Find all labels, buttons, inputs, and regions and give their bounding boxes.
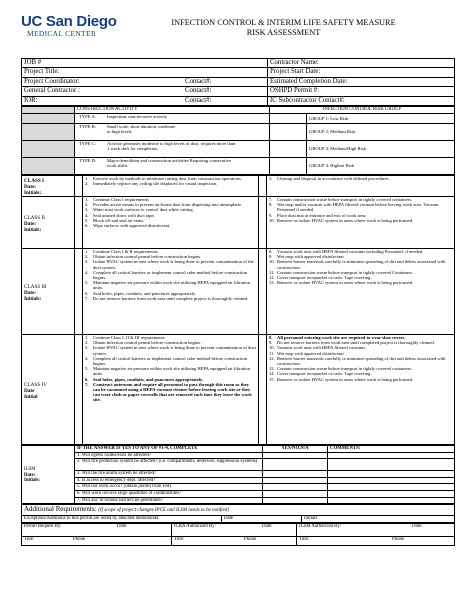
estimated-completion-field[interactable] <box>268 77 455 86</box>
form-title <box>113 18 454 38</box>
project-title-field[interactable] <box>22 68 268 77</box>
class-3-name: CLASS III <box>24 283 47 290</box>
class-2-date[interactable]: Date: <box>24 220 37 227</box>
type-row-blank <box>22 158 75 175</box>
requirement-text: Vacuum work area with HEPA filtered vacuums including Personnel, if needed. <box>277 249 424 255</box>
ilsm-auth-date: Date: <box>412 524 423 530</box>
ilsm-comment-7[interactable] <box>328 497 455 504</box>
requirement-item <box>85 345 256 355</box>
requirement-number: 4. <box>85 269 89 275</box>
requirement-text: Remove barrier materials carefully to minimize spreading of dirt and debris associated with construction. <box>277 259 446 270</box>
ilsm-answer-4[interactable] <box>263 477 328 484</box>
requirement-number: 10. <box>269 345 275 351</box>
class-2-name: CLASS II <box>24 214 45 221</box>
ilsm-question-header: IF THE ANSWER IS YES TO ANY OF #1-4, COMPLETE <box>75 446 263 453</box>
group-2-cell: GROUP 2: Medium Risk <box>307 124 455 141</box>
icra-title-cell[interactable] <box>172 537 297 546</box>
icra-phone: Phone <box>244 537 256 543</box>
requirement-text: Cover transport receptacles or carts. Tape covering. <box>277 275 372 281</box>
type-c-cell <box>75 141 270 158</box>
requirement-number: 1. <box>85 335 89 341</box>
ilsm-answer-2[interactable] <box>263 459 328 471</box>
ilsm-auth-label: ILSM Authorized By: <box>299 524 342 530</box>
type-row-blank <box>22 141 75 158</box>
ilsm-row-6 <box>22 491 455 498</box>
class-4-name: CLASS IV <box>24 381 47 388</box>
title-line-1: INFECTION CONTROL & INTERIM LIFE SAFETY MEASURE <box>171 18 396 27</box>
ilsm-row-7 <box>22 497 455 504</box>
type-a-desc: Inspection, non-invasive activity <box>107 114 168 120</box>
requirement-number: 7. <box>85 295 89 301</box>
class-4-right-items <box>267 335 455 445</box>
requirement-text: Continue Class I requirements <box>93 197 149 203</box>
contractor-contact-label: Contact#: <box>185 87 212 95</box>
class-2-label-cell <box>22 197 75 249</box>
requirement-number: 9. <box>269 340 273 346</box>
requirement-text: All personnel entering work site are required to wear shoe covers <box>277 335 405 341</box>
icra-title: Title: <box>174 537 185 543</box>
group-3-cell: GROUP 3: Medium/High Risk <box>307 141 455 158</box>
requirement-text: Remove or isolate HVAC system in areas where work is being performed. <box>277 376 414 382</box>
requirement-text: Obtain infection control permit before construction begins. <box>93 340 202 346</box>
requirement-text: Cleanup and disposal in accordance with defined procedures. <box>277 176 390 182</box>
requirement-text: Contain construction waste before transport in tightly covered Containers. <box>277 269 414 275</box>
ilsm-question-4: 4. Is access to emergency dept. affected? <box>75 477 263 484</box>
ilsm-comment-1[interactable] <box>328 452 455 459</box>
requirement-item <box>85 366 256 376</box>
requirement-number: 11. <box>269 269 275 275</box>
requirement-number: 3. <box>269 176 273 182</box>
class-3-row <box>22 249 455 335</box>
permit-request-title-cell[interactable] <box>22 537 172 546</box>
class-2-right-items <box>267 197 455 249</box>
requirement-text: Construct anteroom and require all personnel to pass through this room so they can be vacuumed using a HEPA vacuum cleaner before leaving work site or they can wear cloth or paper coveralls that are removed each time they leave the work site. <box>93 381 252 403</box>
class-2-right-check[interactable] <box>259 197 267 249</box>
ilsm-answer-6[interactable] <box>263 491 328 498</box>
class-4-label-cell <box>22 335 75 445</box>
construction-activity-header: CONSTRUCTION ACTIVITY <box>75 107 270 114</box>
exceptions-initials[interactable]: Initials <box>302 516 455 523</box>
type-b-desc: Small scale, short duration, moderate to high levels <box>107 124 176 135</box>
class-1-name: CLASS I <box>24 178 45 185</box>
requirement-number: 2. <box>85 181 89 187</box>
type-row-blank <box>22 114 75 124</box>
requirement-number: 3. <box>85 259 89 265</box>
form-header <box>21 12 454 58</box>
requirement-item <box>269 202 452 212</box>
requirement-number: 2. <box>85 340 89 346</box>
requirement-number: 6. <box>85 376 89 382</box>
requirement-text: Seal holes, pipes, conduits, and punctures appropriately. <box>93 376 204 382</box>
requirement-number: 8. <box>269 202 273 208</box>
requirement-item <box>269 259 452 269</box>
requirement-number: 7. <box>269 197 273 203</box>
class-4-right-check[interactable] <box>259 335 267 445</box>
requirement-item <box>85 223 256 228</box>
requirement-item <box>269 280 452 285</box>
requirement-number: 2. <box>85 254 89 260</box>
ior-contact-label: Contact#: <box>185 96 212 104</box>
additional-requirements-cell[interactable] <box>22 505 455 516</box>
type-row-blank <box>22 124 75 141</box>
requirement-text: Continue Class I, II & III requirements <box>93 335 165 341</box>
class-1-date[interactable]: Date: <box>24 184 37 191</box>
ilsm-row-1 <box>22 452 455 459</box>
requirement-number: 9. <box>269 212 273 218</box>
requirement-text: Remove or isolate HVAC system in areas where work is being performed. <box>277 217 414 223</box>
group-2-check[interactable] <box>270 124 307 141</box>
requirement-text: Contain construction waste before transport in tightly covered containers. <box>277 366 413 372</box>
class-1-initials[interactable]: Initials: <box>24 190 42 197</box>
ilsm-auth-cell[interactable] <box>297 524 455 537</box>
requirement-number: 4. <box>85 212 89 218</box>
ic-subcontractor-label: IC Subcontractor Contact#: <box>270 96 345 104</box>
ilsm-date[interactable]: Date: <box>24 472 36 478</box>
type-b-code: TYPE B: <box>79 124 96 130</box>
job-label: JOB # <box>24 59 42 66</box>
permit-request-title: Title: <box>24 537 35 543</box>
ilsm-row-2 <box>22 459 455 471</box>
requirement-number: 10. <box>269 259 275 265</box>
type-d-cell <box>75 158 270 175</box>
class-1-left-check[interactable] <box>75 176 83 197</box>
requirement-text: Isolate HVAC system in area where work is being done to prevent contamination of the duct system. <box>93 259 254 270</box>
project-coordinator-field[interactable] <box>22 77 268 86</box>
additional-requirements-label: Additional Requirements: <box>24 505 97 514</box>
class-2-initials[interactable]: Initials: <box>24 226 42 233</box>
class-3-left-items <box>83 249 259 335</box>
ilsm-answer-1[interactable] <box>263 452 328 459</box>
icra-auth-cell[interactable] <box>172 524 297 537</box>
requirement-number: 4. <box>85 355 89 361</box>
ilsm-question-7: 7. Will any fir/smoke barriers be penetrated? <box>75 497 263 504</box>
project-info-table <box>21 58 455 106</box>
requirement-number: 5. <box>85 217 89 223</box>
class-requirements-table <box>21 175 455 445</box>
requirement-number: 9. <box>269 254 273 260</box>
general-contractor-label: General Contractor : <box>24 87 80 95</box>
class-4-row <box>22 335 455 445</box>
class-1-right-items <box>267 176 455 197</box>
class-4-left-items <box>83 335 259 445</box>
requirement-number: 5. <box>85 366 89 372</box>
project-start-label: Project Start Date: <box>270 68 321 76</box>
logo-sub-text: MEDICAL CENTER <box>27 29 97 38</box>
ucsd-logo <box>21 14 121 38</box>
project-title-label: Project Title: <box>24 68 60 76</box>
group-1-cell: GROUP 1: Low Risk <box>307 114 455 124</box>
project-coordinator-label: Project Coordinator: <box>24 77 80 85</box>
requirement-number: 3. <box>85 345 89 351</box>
ilsm-answer-7[interactable] <box>263 497 328 504</box>
class-2-left-items <box>83 197 259 249</box>
ilsm-row-3 <box>22 471 455 478</box>
requirement-text: Complete all critical barriers or implement control cube method before construction begins. <box>93 355 248 367</box>
ilsm-comment-2[interactable] <box>328 459 455 471</box>
requirement-text: Cover transport receptacles or carts. Tape covering. <box>277 371 372 377</box>
class-2-left-check[interactable] <box>75 197 83 249</box>
requirement-item <box>85 181 256 186</box>
requirement-number: 10. <box>269 217 275 223</box>
class-4-date[interactable]: Date <box>24 387 35 394</box>
requirement-text: Do not remove barriers from work area until complete project is thoroughly cleaned. <box>93 295 249 301</box>
requirement-item <box>269 377 452 382</box>
project-start-field[interactable] <box>268 68 455 77</box>
requirement-number: 1. <box>85 249 89 255</box>
requirement-number: 8. <box>269 249 273 255</box>
contractor-name-field[interactable] <box>268 59 455 68</box>
requirement-number: 6. <box>85 290 89 296</box>
requirement-text: Remove or isolate HVAC system in areas where work is being performed. <box>277 280 414 286</box>
exceptions-date[interactable]: Date <box>222 516 302 523</box>
ilsm-phone: Phone <box>392 537 404 543</box>
ilsm-label: ILSM <box>24 467 36 473</box>
signature-table <box>21 523 455 546</box>
requirement-number: 6. <box>85 223 89 229</box>
requirement-number: 11. <box>269 350 275 356</box>
contractor-name-label: Contractor Name: <box>270 59 319 66</box>
ilsm-title: Title: <box>299 537 310 543</box>
requirement-text: Continue Class I & II requirements <box>93 249 158 255</box>
additional-requirements-note: (If scope of project changes IPCE and ILSM needs to be notified) <box>98 508 230 514</box>
requirement-text: Wet mop with approved disinfectant <box>277 254 344 260</box>
ic-subcontractor-field[interactable] <box>268 96 455 105</box>
ilsm-yes-no-header: YES/NO,N/A <box>263 446 328 453</box>
requirement-text: Water mist work surfaces to control dust while cutting. <box>93 207 194 213</box>
ilsm-answer-3[interactable] <box>263 471 328 478</box>
permit-request-cell[interactable] <box>22 524 172 537</box>
logo-main-text: UC San Diego <box>21 13 117 30</box>
group-3-check[interactable] <box>270 141 307 158</box>
requirement-number: 12. <box>269 275 275 281</box>
requirement-text: Contain construction waste before transport in tightly covered containers. <box>277 197 413 203</box>
class-1-label-cell <box>22 176 75 197</box>
class-2-row <box>22 197 455 249</box>
requirement-number: 1. <box>85 176 89 182</box>
requirement-item <box>85 356 256 366</box>
ilsm-row-5 <box>22 484 455 491</box>
ilsm-comment-3[interactable] <box>328 471 455 478</box>
ilsm-comment-6[interactable] <box>328 491 455 498</box>
ilsm-header-row <box>22 446 455 453</box>
ilsm-question-3: 3. Will the fire alarm system be affected? <box>75 471 263 478</box>
class-1-left-items <box>83 176 259 197</box>
requirement-text: Block off and seal air vents. <box>93 217 145 223</box>
ilsm-question-6: 6. Will work involve large quantities of combustibles? <box>75 491 263 498</box>
requirement-text: Wipe surfaces with approved disinfectant. <box>93 223 171 229</box>
requirement-item <box>85 259 256 269</box>
permit-request-date: Date: <box>117 524 128 530</box>
requirement-text: Wet mop and/or vacuum with HEPA filtered vacuum before leaving work area. Vacuum Personnel if needed. <box>277 202 439 213</box>
type-a-code: TYPE A: <box>79 114 96 120</box>
requirement-item <box>269 218 452 223</box>
group-1-check[interactable] <box>270 114 307 124</box>
class-3-left-check[interactable] <box>75 249 83 335</box>
estimated-completion-label: Estimated Completion Date: <box>270 77 348 85</box>
requirement-item <box>85 280 256 290</box>
requirement-item <box>269 176 452 181</box>
requirement-text: Provides active means to prevent air-borne dust from dispersing into atmosphere <box>93 202 242 208</box>
requirement-number: 13. <box>269 280 275 286</box>
requirement-item <box>85 382 256 403</box>
requirement-text: Execute work by methods to minimize raising dust from construction operations. <box>93 176 242 182</box>
exceptions-cell: Exceptions/Additions to this permit are noted by attached memoranda: <box>22 516 222 523</box>
ior-label: IOR: <box>24 96 38 104</box>
class-3-date[interactable]: Date: <box>24 289 37 296</box>
requirement-text: Complete all critical barriers or implement control cube method before construction begins. <box>93 269 248 281</box>
requirement-number: 5. <box>85 280 89 286</box>
group-4-cell: GROUP 4: Highest Risk <box>307 158 455 175</box>
class-3-right-check[interactable] <box>259 249 267 335</box>
coordinator-contact-label: Contact#: <box>185 77 212 85</box>
requirement-item <box>85 296 256 301</box>
requirement-item <box>85 270 256 280</box>
class-3-label-cell <box>22 249 75 335</box>
icra-auth-date: Date: <box>262 524 273 530</box>
type-c-code: TYPE C: <box>79 141 96 147</box>
requirement-text: Remove barrier materials carefully to minimize spreading of dirt and debris associated with construction. <box>277 355 446 367</box>
requirement-number: 13. <box>269 366 275 372</box>
ilsm-label-cell <box>22 446 75 504</box>
ior-field[interactable] <box>22 96 268 105</box>
oshpd-permit-label: OSHPD Permit #: <box>270 87 320 95</box>
ilsm-question-5: 5. Will hot work occur? (obtain permit from FM) <box>75 484 263 491</box>
requirement-text: Maintain negative air pressure within work site utilizing HEPA equipped air filtration units. <box>93 366 250 377</box>
ilsm-title-cell[interactable] <box>297 537 455 546</box>
class-3-right-items <box>267 249 455 335</box>
ilsm-question-1: 1. Will egress routes/exits be affected? <box>75 452 263 459</box>
class-4-initials[interactable]: Initial <box>24 393 38 400</box>
requirement-number: 2. <box>85 202 89 208</box>
requirement-number: 7. <box>85 381 89 387</box>
additional-requirements-table <box>21 504 455 523</box>
class-1-right-check[interactable] <box>259 176 267 197</box>
permit-request-label: Permit Request By: <box>24 524 62 530</box>
requirement-number: 3. <box>85 207 89 213</box>
requirement-number: 15. <box>269 376 275 382</box>
form-page <box>21 12 454 546</box>
requirement-text: Isolate HVAC system in area where work is being done to prevent contamination of duct system. <box>93 345 256 356</box>
requirement-text: Wet mop with approved disinfectant <box>277 350 344 356</box>
requirement-text: Seal holes, pipes, conduits, and punctures appropriately. <box>93 290 197 296</box>
icra-auth-label: ICRA Authorized By: <box>174 524 216 530</box>
ilsm-comment-5[interactable] <box>328 484 455 491</box>
requirement-number: 14. <box>269 371 275 377</box>
type-b-cell <box>75 124 270 141</box>
risk-group-header: INFECTION CONTROL RISK GROUP <box>270 107 455 114</box>
type-d-desc: Major demolition and construction activities Requiring consecutive work shifts <box>107 158 232 169</box>
requirement-text: Vacuum work area with HEPA filtered vacuums. <box>277 345 367 351</box>
requirement-number: 8. <box>269 335 273 341</box>
requirement-text: Seal unused doors with duct tape. <box>93 212 155 218</box>
requirement-number: 1. <box>85 197 89 203</box>
activity-risk-table <box>21 106 455 175</box>
requirement-text: Obtain infection control permit before construction begins. <box>93 254 202 260</box>
class-3-initials[interactable]: Initials: <box>24 295 42 302</box>
requirement-item <box>269 356 452 366</box>
general-contractor-field[interactable] <box>22 87 268 96</box>
requirement-text: Immediately replace any ceiling tile displaced for visual inspection. <box>93 181 218 187</box>
job-number-field[interactable] <box>22 59 268 68</box>
ilsm-question-2: 2. Will fire protection system be affected? (i.e. compartments, detectors, suppression systems) <box>75 459 263 471</box>
requirement-text: Do not remove barriers from work area until completed project is thoroughly cleaned. <box>277 340 435 346</box>
ilsm-answer-5[interactable] <box>263 484 328 491</box>
requirement-text: Maintain negative air pressure within work site utilizing HEPA equipped air filtration units. <box>93 280 250 291</box>
type-c-desc: Activity generates moderate to high levels of dust, requires more than 1 work shift for completion <box>107 141 236 152</box>
ilsm-comment-4[interactable] <box>328 477 455 484</box>
oshpd-permit-field[interactable] <box>268 87 455 96</box>
ilsm-row-4 <box>22 477 455 484</box>
title-line-2: RISK ASSESSMENT <box>246 28 321 37</box>
type-a-cell <box>75 114 270 124</box>
class-4-left-check[interactable] <box>75 335 83 445</box>
class-1-row <box>22 176 455 197</box>
activity-header-blank <box>22 107 75 114</box>
permit-request-phone: Phone <box>73 537 85 543</box>
requirement-number: 12. <box>269 355 275 361</box>
ilsm-initials[interactable]: Initials: <box>24 478 40 484</box>
ilsm-table <box>21 445 455 504</box>
ilsm-comments-header: COMMENTS: <box>328 446 455 453</box>
requirement-text: Place dust mat at entrance and exit of work area. <box>277 212 367 218</box>
type-d-code: TYPE D: <box>79 158 97 164</box>
group-4-check[interactable] <box>270 158 307 175</box>
